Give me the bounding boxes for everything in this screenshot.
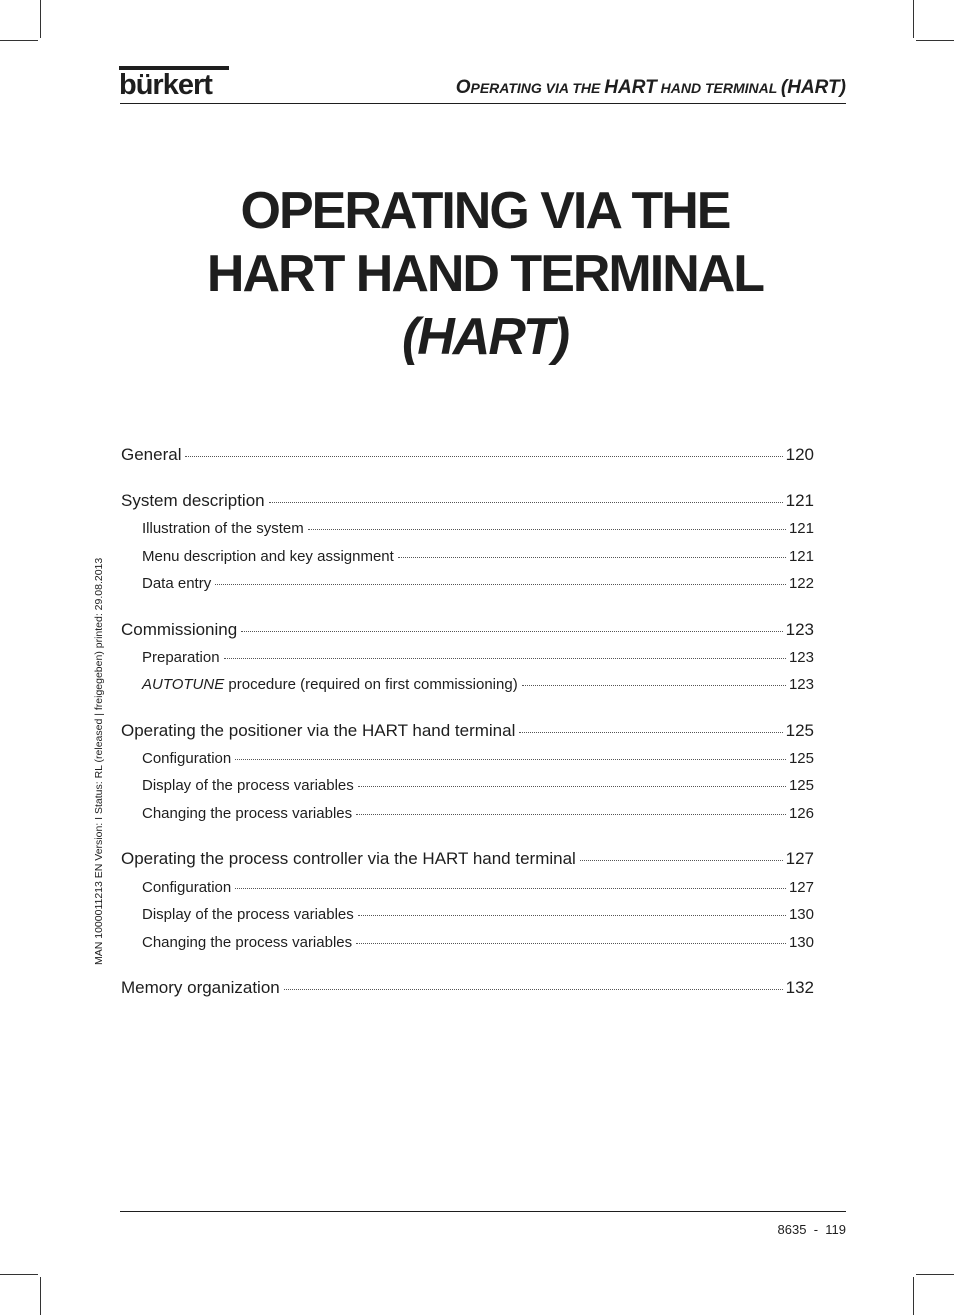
header-rule	[120, 103, 846, 104]
toc-dot-leader	[269, 502, 783, 503]
toc-dot-leader	[356, 943, 786, 944]
toc-entry-label: Illustration of the system	[142, 520, 304, 537]
toc-section-entry[interactable]	[121, 491, 814, 511]
toc-entry-label: System description	[121, 491, 265, 510]
toc-dot-leader	[580, 860, 783, 861]
toc-subsection-entry[interactable]	[121, 520, 814, 537]
toc-entry-label: Display of the process variables	[142, 777, 354, 794]
toc-subsection-entry[interactable]	[121, 575, 814, 592]
page-number: 119	[825, 1222, 846, 1237]
toc-subsection-entry[interactable]	[121, 750, 814, 767]
chapter-title-line: OPERATING VIA THE	[240, 182, 730, 240]
footer-rule	[120, 1211, 846, 1212]
crop-mark	[916, 1274, 954, 1275]
document-number: 8635	[777, 1222, 807, 1237]
toc-entry-label: Preparation	[142, 649, 220, 666]
footer-separator: -	[813, 1222, 819, 1237]
chapter-title-line: HART HAND TERMINAL	[206, 245, 764, 303]
crop-mark	[913, 1277, 914, 1315]
toc-page-number: 121	[788, 520, 814, 537]
header-part: O	[455, 77, 471, 98]
toc-entry-label: Changing the process variables	[142, 805, 353, 822]
toc-dot-leader	[519, 732, 782, 733]
toc-dot-leader	[284, 989, 783, 990]
toc-page-number: 121	[785, 491, 814, 510]
crop-mark	[40, 1277, 41, 1315]
toc-section-entry[interactable]	[121, 620, 814, 640]
burkert-logo	[119, 66, 229, 102]
toc-entry-label: Configuration	[142, 879, 232, 896]
toc-subsection-entry[interactable]	[121, 906, 814, 923]
toc-entry-label: Operating the process controller via the HART hand terminal	[121, 849, 576, 868]
toc-page-number: 125	[788, 777, 814, 794]
crop-mark	[40, 0, 41, 38]
toc-subsection-entry[interactable]	[121, 934, 814, 951]
toc-subsection-entry[interactable]	[121, 676, 814, 693]
toc-page-number: 125	[785, 721, 814, 740]
header-part: HAND TERMINAL	[656, 80, 781, 96]
toc-dot-leader	[235, 759, 786, 760]
toc-dot-leader	[398, 557, 786, 558]
toc-page-number: 127	[788, 879, 814, 896]
toc-section-entry[interactable]	[121, 849, 814, 869]
toc-page-number: 126	[788, 805, 814, 822]
toc-entry-label: Operating the positioner via the HART hand terminal	[121, 721, 516, 740]
toc-dot-leader	[185, 456, 782, 457]
toc-page-number: 123	[785, 620, 814, 639]
toc-entry-label: General	[121, 445, 182, 464]
toc-page-number: 121	[788, 548, 814, 565]
toc-dot-leader	[224, 658, 786, 659]
header-part: HART	[604, 77, 657, 98]
toc-page-number: 122	[788, 575, 814, 592]
toc-page-number: 130	[788, 934, 814, 951]
toc-page-number: 127	[785, 849, 814, 868]
page-footer	[778, 1222, 846, 1237]
toc-section-entry[interactable]	[121, 445, 814, 465]
logo-wordmark: bürkert	[119, 69, 212, 101]
toc-dot-leader	[358, 915, 786, 916]
chapter-title	[120, 180, 850, 369]
toc-dot-leader	[215, 584, 786, 585]
toc-subsection-entry[interactable]	[121, 777, 814, 794]
toc-entry-label: Changing the process variables	[142, 934, 353, 951]
toc-section-entry[interactable]	[121, 978, 814, 998]
toc-page-number: 130	[788, 906, 814, 923]
header-part: PERATING VIA THE	[470, 80, 605, 96]
toc-page-number: 125	[788, 750, 814, 767]
toc-dot-leader	[308, 529, 786, 530]
toc-page-number: 132	[785, 978, 814, 997]
crop-mark	[0, 1274, 38, 1275]
toc-entry-label: Display of the process variables	[142, 906, 354, 923]
running-header	[456, 76, 846, 100]
toc-entry-label-emphasis: AUTOTUNE	[142, 676, 225, 693]
toc-entry-label: Configuration	[142, 750, 232, 767]
toc-dot-leader	[358, 786, 786, 787]
crop-mark	[916, 40, 954, 41]
toc-dot-leader	[356, 814, 786, 815]
toc-entry-label: Commissioning	[121, 620, 238, 639]
crop-mark	[913, 0, 914, 38]
toc-entry-label: Data entry	[142, 575, 212, 592]
toc-page-number: 120	[785, 445, 814, 464]
toc-subsection-entry[interactable]	[121, 649, 814, 666]
toc-dot-leader	[522, 685, 786, 686]
toc-section-entry[interactable]	[121, 721, 814, 741]
toc-page-number: 123	[788, 676, 814, 693]
toc-subsection-entry[interactable]	[121, 805, 814, 822]
toc-dot-leader	[235, 888, 786, 889]
toc-subsection-entry[interactable]	[121, 879, 814, 896]
toc-entry-label: Memory organization	[121, 978, 280, 997]
toc-entry-label	[142, 676, 518, 693]
toc-dot-leader	[241, 631, 782, 632]
document-status-note: MAN 1000011213 EN Version: I Status: RL (released | freigegeben) printed: 29.08.2013	[93, 557, 105, 965]
crop-mark	[0, 40, 38, 41]
chapter-title-line: (HART)	[401, 308, 569, 366]
toc-entry-label-text: procedure (required on first commissioning)	[224, 676, 518, 693]
header-part: (HART)	[780, 77, 846, 98]
toc-page-number: 123	[788, 649, 814, 666]
toc-subsection-entry[interactable]	[121, 548, 814, 565]
toc-entry-label: Menu description and key assignment	[142, 548, 394, 565]
